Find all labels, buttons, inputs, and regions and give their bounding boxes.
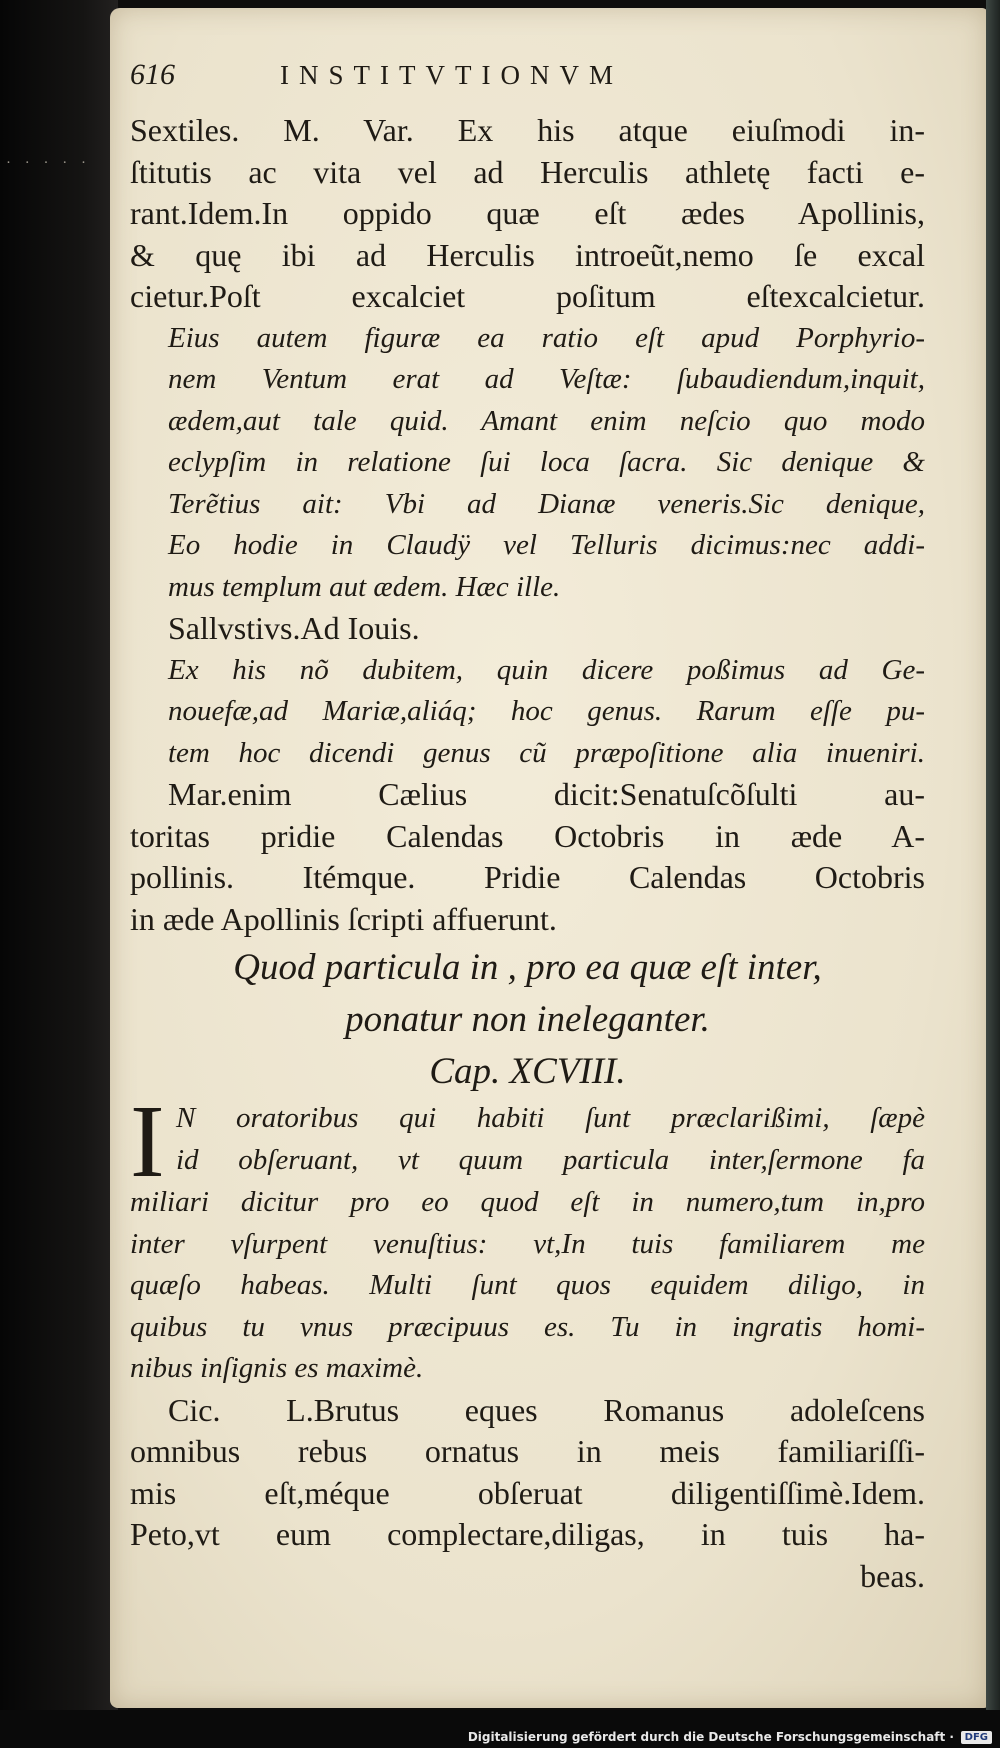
text-line: tem hoc dicendi genus cũ præpoſitione alia inueniri. [168, 736, 925, 769]
text-line: ædem,aut tale quid. Amant enim neſcio quo modo [168, 404, 925, 437]
text-line: nem Ventum erat ad Veſtæ: ſubaudiendum,inquit, [168, 363, 925, 395]
text-line: Sallvstivs.Ad Iouis. [168, 610, 420, 646]
page-edge-strip [986, 0, 1000, 1710]
text-line: miliari dicitur pro eo quod eſt in numero,tum in,pro [130, 1186, 925, 1218]
chapter-number: Cap. XCVIII. [429, 1051, 626, 1092]
text-line: in æde Apollinis ſcripti affuerunt. [130, 900, 557, 937]
text-line: Cic. L.Brutus eques Romanus adoleſcens [168, 1391, 925, 1428]
book-gutter [0, 0, 118, 1748]
opening-lines [176, 1098, 925, 1181]
text-line: Eius autem figuræ ea ratio eſt apud Porphyrio- [168, 321, 925, 354]
text-line: & quę ibi ad Herculis introeũt,nemo ſe excal [130, 236, 925, 273]
chapter-title-line: ponatur non ineleganter. [345, 999, 710, 1040]
text-line: mus templum aut ædem. Hæc ille. [168, 570, 561, 603]
page-content [130, 58, 925, 1597]
text-line: Sextiles. M. Var. Ex his atque eiuſmodi in- [130, 112, 925, 148]
text-line: beas. [860, 1557, 925, 1594]
paragraph-commentary [168, 650, 925, 775]
text-line: Eo hodie in Claudÿ vel Telluris dicimus:nec addi- [168, 529, 925, 561]
running-title: INSTITVTIONVM [280, 60, 623, 90]
paragraph-varro [130, 110, 925, 318]
chapter-opening [130, 1084, 925, 1199]
text-line: pollinis. Itémque. Pridie Calendas Octobris [130, 859, 925, 895]
text-line: toritas pridie Calendas Octobris in æde A- [130, 817, 925, 854]
paragraph-sallustius [168, 608, 925, 650]
paragraph-porphyrio [168, 318, 925, 609]
text-line: quibus tu vnus præcipuus es. Tu in ingratis homi- [130, 1310, 925, 1343]
text-line: Peto,vt eum complectare,diligas, in tuis ha- [130, 1516, 925, 1552]
paragraph-caelius [130, 774, 925, 940]
text-line: Mar.enim Cælius dicit:Senatuſcõſulti au- [168, 776, 925, 812]
text-line: rant.Idem.In oppido quæ eſt ædes Apollinis, [130, 195, 925, 231]
text-line: nibus inſignis es maximè. [130, 1352, 424, 1384]
page-number: 616 [130, 58, 175, 91]
edge-dots-decoration: · · · · · [6, 155, 91, 171]
chapter-title-line: Quod particula in , pro ea quæ eſt inter, [233, 947, 822, 988]
digitization-credit: Digitalisierung gefördert durch die Deutsche Forschungsgemeinschaft · [467, 1730, 954, 1744]
text-line: nouefæ,ad Mariæ,aliáq; hoc genus. Rarum eſſe pu- [168, 695, 925, 727]
text-line: omnibus rebus ornatus in meis familiariſſi- [130, 1433, 925, 1469]
dfg-logo: DFG [961, 1731, 992, 1744]
chapter-heading [130, 942, 925, 1098]
text-line: Ex his nõ dubitem, quin dicere poßimus ad Ge- [168, 653, 925, 686]
text-line: N oratoribus qui habiti ſunt præclarißimi, ſæpè [176, 1102, 925, 1134]
paragraph-chapter-body [130, 1182, 925, 1390]
text-line: mis eſt,méque obſeruat diligentiſſimè.Idem. [130, 1474, 925, 1511]
text-line: ſtitutis ac vita vel ad Herculis athletę facti e- [130, 153, 925, 190]
text-line: cietur.Poſt excalciet poſitum eſtexcalcietur. [130, 278, 925, 314]
footer-bar [0, 1710, 1000, 1748]
text-line: id obſeruant, vt quum particula inter,ſermone fa [176, 1143, 925, 1176]
text-line: quæſo habeas. Multi ſunt quos equidem diligo, in [130, 1269, 925, 1301]
drop-cap: I [130, 1084, 165, 1199]
page-header [130, 58, 925, 110]
text-line: eclypſim in relatione ſui loca ſacra. Sic denique & [168, 446, 925, 478]
text-line: Terẽtius ait: Vbi ad Dianæ veneris.Sic denique, [168, 487, 925, 520]
text-line: inter vſurpent venuſtius: vt,In tuis familiarem me [130, 1227, 925, 1260]
paragraph-cicero [130, 1390, 925, 1598]
